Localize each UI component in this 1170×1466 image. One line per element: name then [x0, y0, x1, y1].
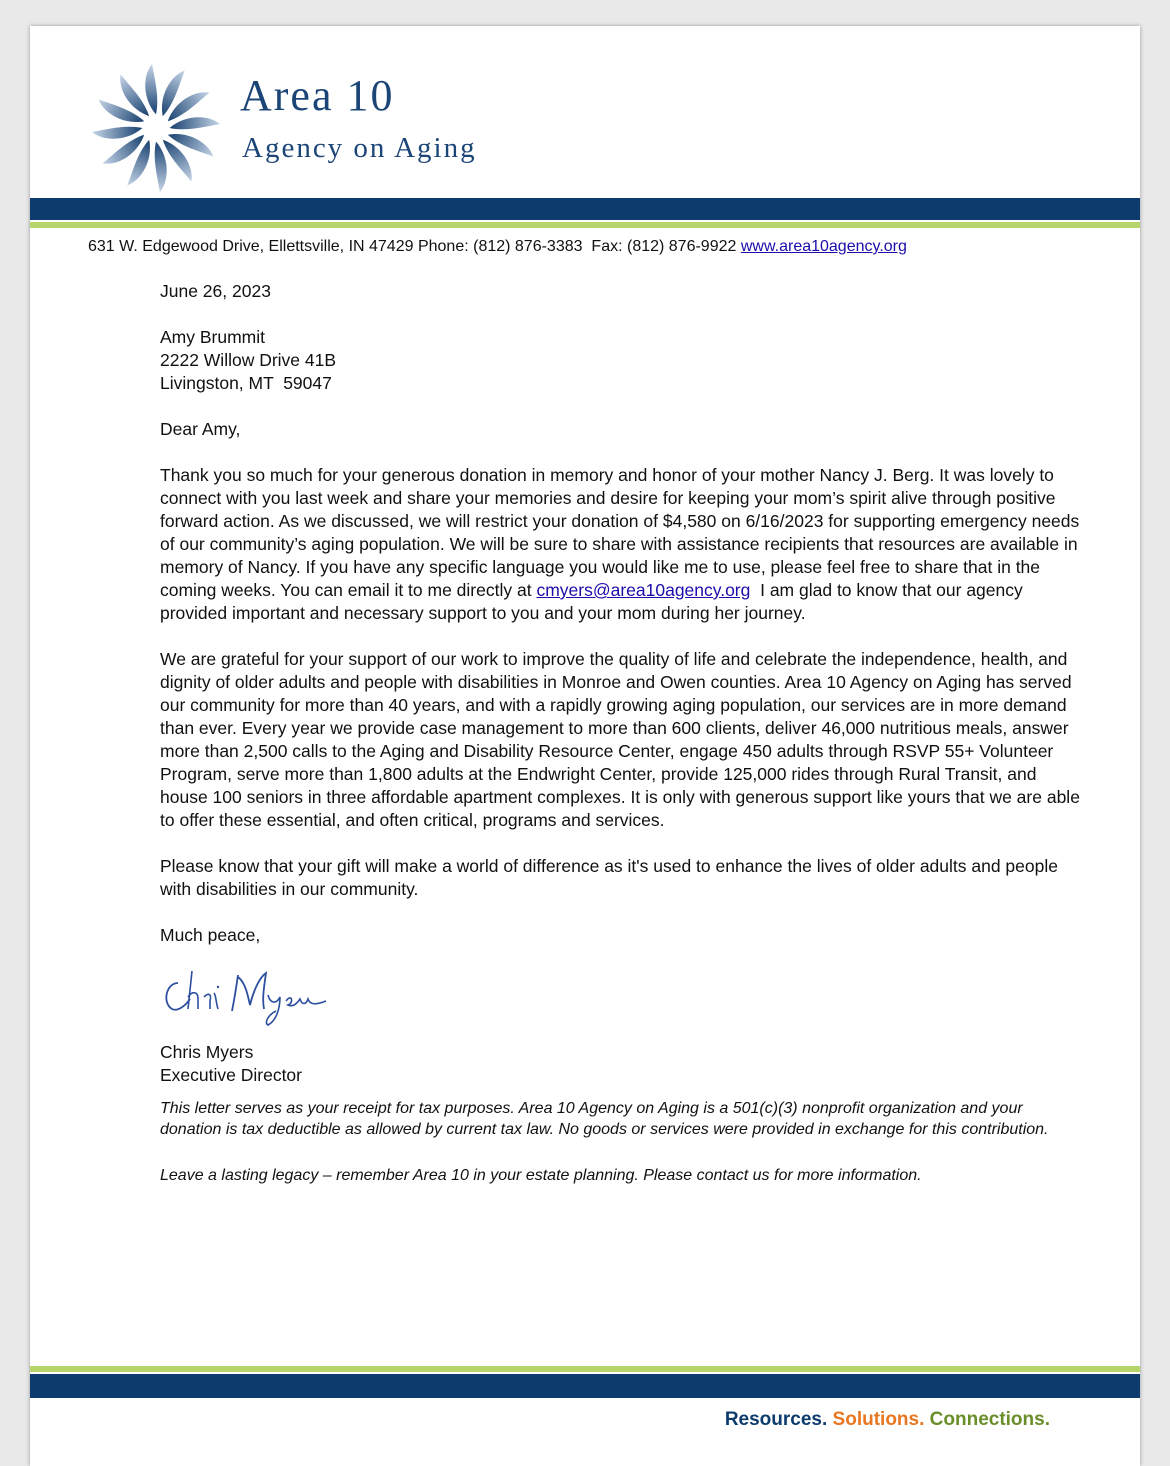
- website-link[interactable]: www.area10agency.org: [740, 238, 907, 255]
- signer-title: Executive Director: [160, 1065, 302, 1085]
- paragraph-2: We are grateful for your support of our work to improve the quality of life and celebrate the independence, health, and dignity of older adults and people with disabilities in Monroe and Owen counties. Area 10 Agency on Aging has served our community for more than 40 years, and with a rapidly growing aging population, our services are in more demand than ever. Every year we provide case management to more than 600 clients, deliver 46,000 nutritious meals, answer more than 2,500 calls to the Aging and Disability Resource Center, engage 450 adults through RSVP 55+ Volunteer Program, serve more than 1,800 adults at the Endwright Center, provide 125,000 rides through Rural Transit, and house 100 seniors in three affordable apartment complexes. It is only with generous support like yours that we are able to offer these essential, and often critical, programs and services.: [160, 649, 1080, 830]
- logo-petal: [145, 64, 157, 115]
- header-band-green: [30, 222, 1140, 228]
- recipient-city: Livingston, MT 59047: [160, 373, 332, 393]
- footer-tagline: [725, 1409, 1050, 1431]
- paragraph-1-tail: I am glad to know that our agency provided important and necessary support to you and your mom during her journey.: [160, 580, 1028, 623]
- phone: Phone: (812) 876-3383: [417, 238, 583, 255]
- recipient-name: Amy Brummit: [160, 327, 265, 347]
- tagline-resources: Resources.: [724, 1409, 828, 1430]
- logo-petal: [92, 127, 143, 139]
- tax-note: This letter serves as your receipt for tax purposes. Area 10 Agency on Aging is a 501(c)(3) nonprofit organization and your donation is tax deductible as allowed by current tax law. No goods or services were provided in exchange for this contribution.: [160, 1100, 1049, 1138]
- recipient-street: 2222 Willow Drive 41B: [160, 350, 337, 370]
- tagline-connections: Connections.: [929, 1409, 1050, 1430]
- salutation: Dear Amy,: [160, 419, 241, 439]
- logo-petal: [155, 142, 167, 193]
- logo-subtitle: Agency on Aging: [242, 132, 477, 164]
- contact-line: [88, 238, 907, 256]
- letter-page: [30, 26, 1140, 1466]
- paragraph-3: Please know that your gift will make a world of difference as it's used to enhance the lives of older adults and people with disabilities in our community.: [160, 856, 1058, 899]
- paragraph-1-text: Thank you so much for your generous donation in memory and honor of your mother Nancy J. Berg. It was lovely to connect with you last week and share your memories and desire for keeping your mom’s spirit alive through positive forward action. As we discussed, we will restrict your donation of $4,580 on 6/16/2023 for supporting emergency needs of our community’s aging population. We will be sure to share with assistance recipients that resources are available in memory of Nancy. If you have any specific language you would like me to use, please feel free to share that in the coming weeks. You can email it to me directly at: [160, 465, 1085, 600]
- footer-band-green: [30, 1366, 1140, 1372]
- paragraph-1: [160, 464, 1085, 625]
- pinwheel-icon: [88, 60, 224, 196]
- signature: [156, 953, 336, 1033]
- signer-name: Chris Myers: [160, 1042, 254, 1062]
- footer-band-navy: [30, 1374, 1140, 1398]
- closing: Much peace,: [160, 925, 261, 945]
- logo-title: Area 10: [240, 71, 395, 120]
- email-link[interactable]: cmyers@area10agency.org: [536, 580, 751, 600]
- header-band-navy: [30, 198, 1140, 220]
- tagline-solutions: Solutions.: [832, 1409, 925, 1430]
- letter-body: [160, 280, 1085, 1187]
- legacy-note: Leave a lasting legacy – remember Area 10 in your estate planning. Please contact us for more information.: [160, 1167, 922, 1184]
- address: 631 W. Edgewood Drive, Ellettsville, IN 47429: [88, 238, 414, 255]
- fax: Fax: (812) 876-9922: [591, 238, 737, 255]
- letter-date: June 26, 2023: [160, 281, 271, 301]
- logo-petal: [170, 117, 221, 129]
